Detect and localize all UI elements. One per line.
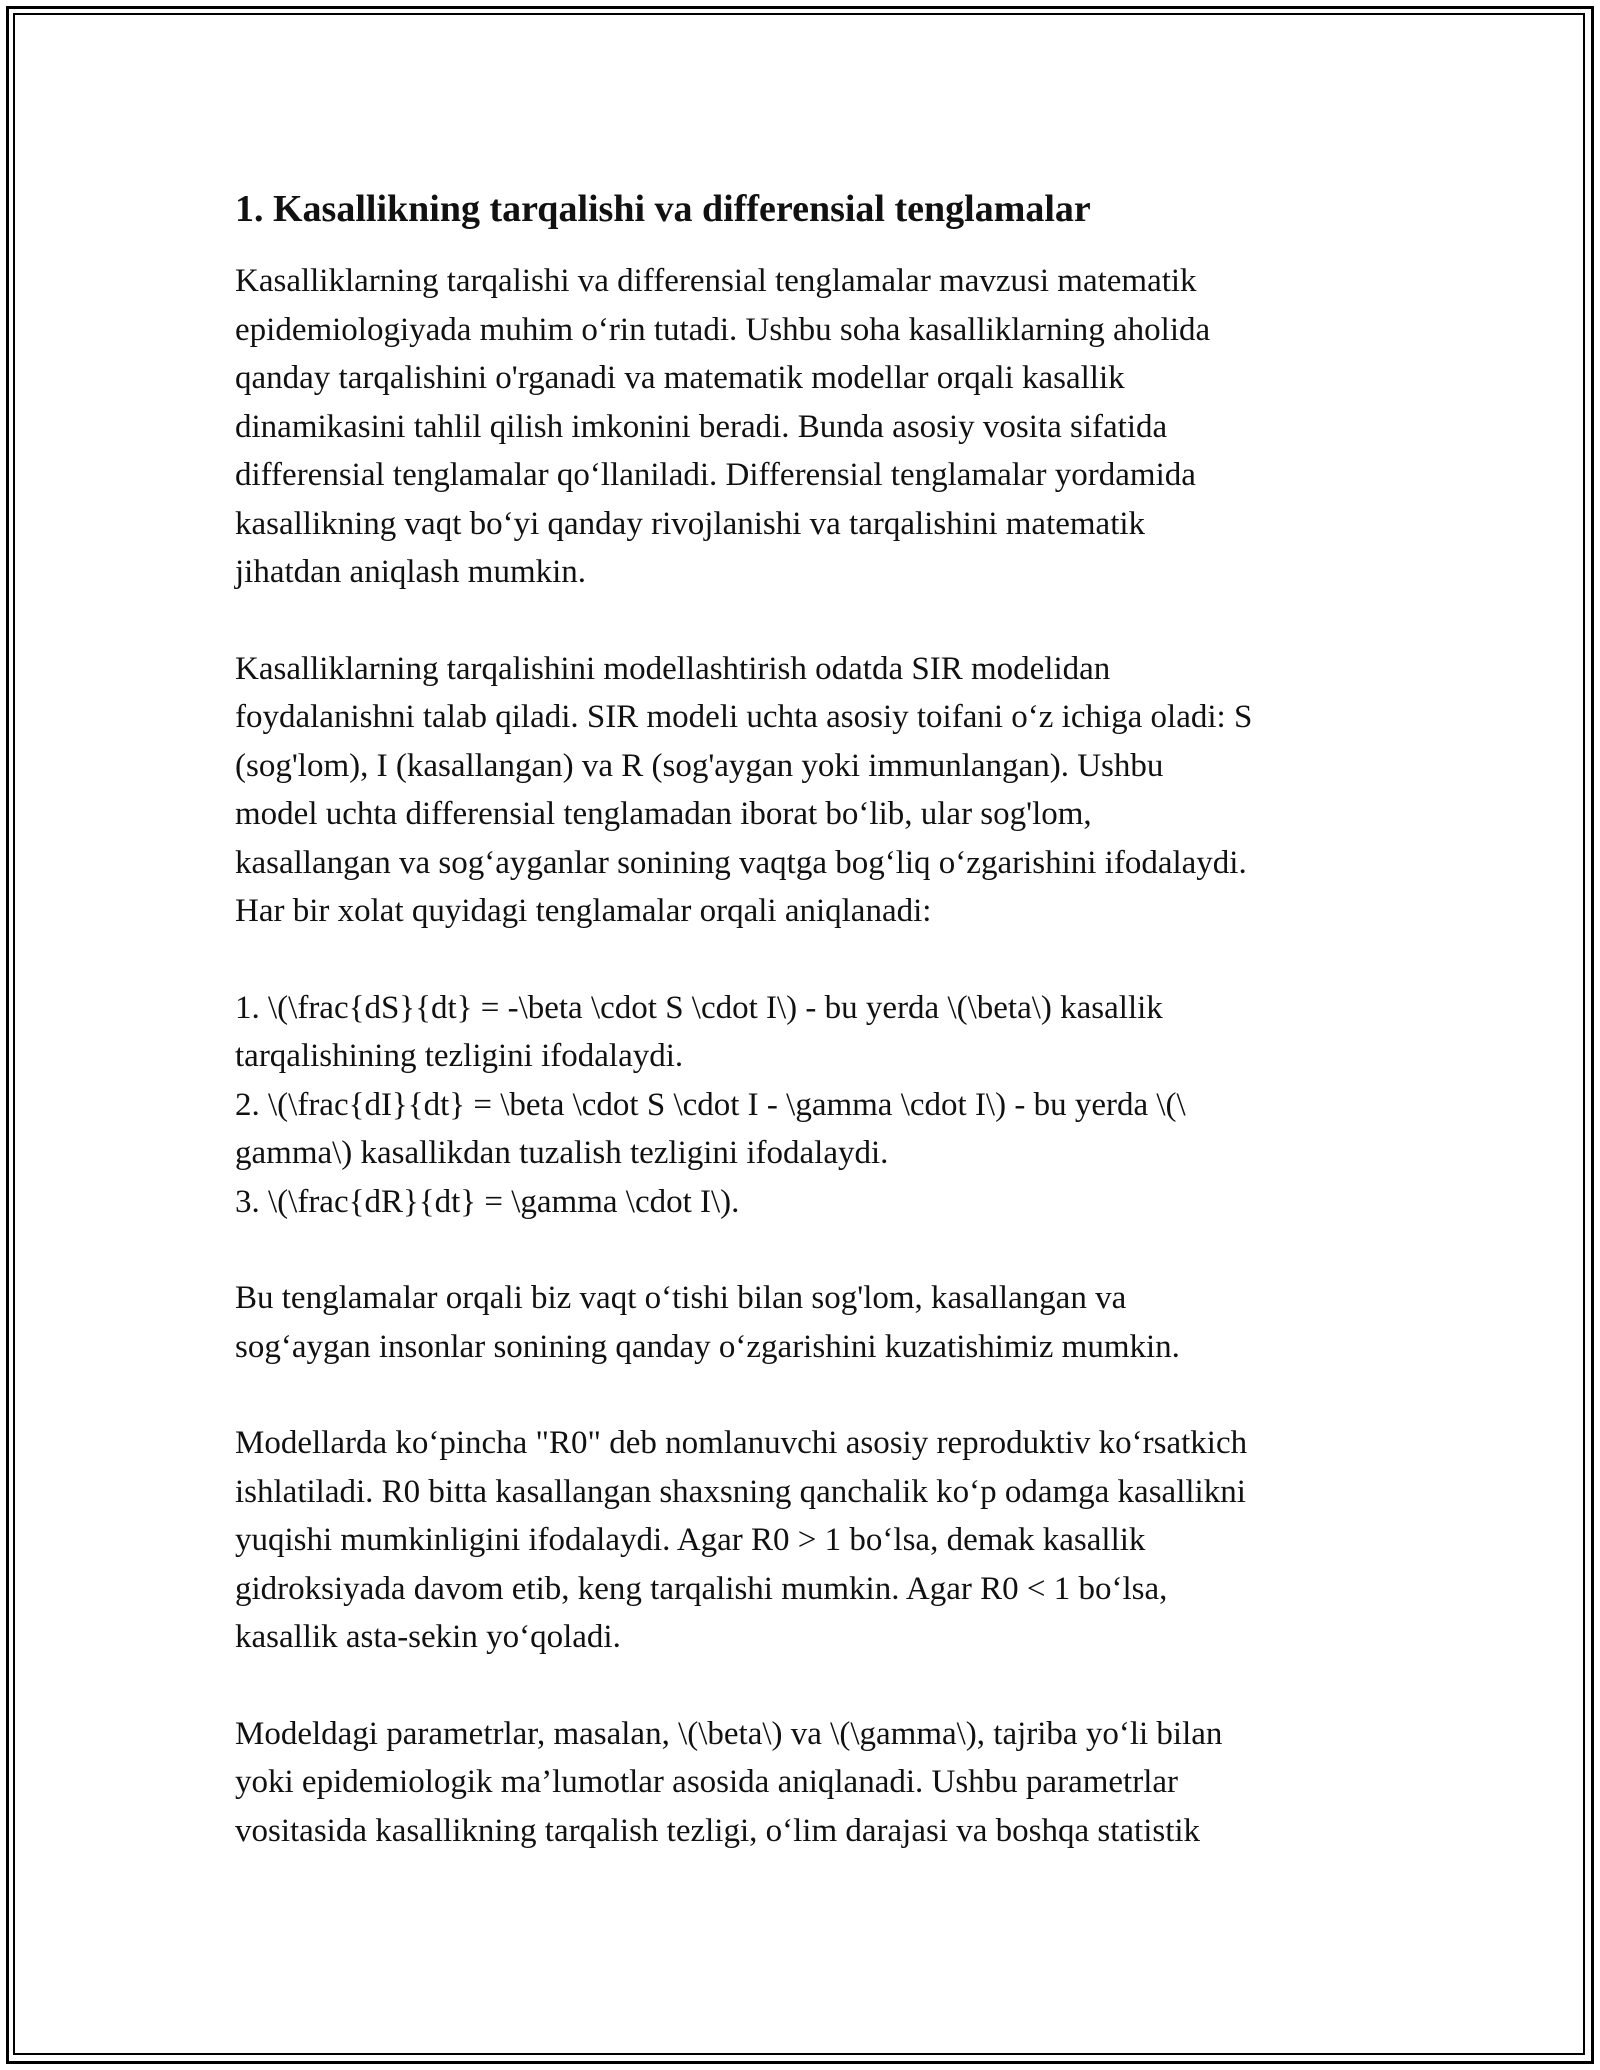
paragraph-r0: Modellarda ko‘pincha "R0" deb nomlanuvchi asosiy reproduktiv ko‘rsatkich ishlatiladi. R0 bitta kasallangan shaxsning qanchalik ko‘p odamga kasallikni yuqishi mumkinligini ifodalaydi. Agar R0 > 1 bo‘lsa, demak kasallik gidroksiyada davom etib, keng tarqalishi mumkin. Agar R0 < 1 bo‘lsa, kasallik asta-sekin yo‘qoladi.	[235, 1425, 1248, 1655]
paragraph-equations: 1. \(\frac{dS}{dt} = -\beta \cdot S \cdot I\) - bu yerda \(\beta\) kasallik tarqalishining tezligini ifodalaydi. 2. \(\frac{dI}{dt} = \beta \cdot S \cdot I - \gamma \cdot I\) - bu yerda \(\ gamma\) kasallikdan tuzalish tezligini ifodalaydi. 3. \(\frac{dR}{dt} = \gamma \cdot I\).	[235, 989, 1186, 1220]
document-body	[235, 185, 1380, 1903]
section-heading: 1. Kasallikning tarqalishi va differensial tenglamalar	[235, 188, 1091, 230]
paragraph-intro: Kasalliklarning tarqalishi va differensial tenglamalar mavzusi matematik epidemiologiyada muhim o‘rin tutadi. Ushbu soha kasalliklarning aholida qanday tarqalishini o'rganadi va matematik modellar orqali kasallik dinamikasini tahlil qilish imkonini beradi. Bunda asosiy vosita sifatida differensial tenglamalar qo‘llaniladi. Differensial tenglamalar yordamida kasallikning vaqt bo‘yi qanday rivojlanishi va tarqalishini matematik jihatdan aniqlash mumkin.	[235, 263, 1211, 590]
paragraph-sir-model: Kasalliklarning tarqalishini modellashtirish odatda SIR modelidan foydalanishni talab qiladi. SIR modeli uchta asosiy toifani o‘z ichiga oladi: S (sog'lom), I (kasallangan) va R (sog'aygan yoki immunlangan). Ushbu model uchta differensial tenglamadan iborat bo‘lib, ular sog'lom, kasallangan va sog‘ayganlar sonining vaqtga bog‘liq o‘zgarishini ifodalaydi. Har bir xolat quyidagi tenglamalar orqali aniqlanadi:	[235, 650, 1253, 929]
paragraph-observation: Bu tenglamalar orqali biz vaqt o‘tishi bilan sog'lom, kasallangan va sog‘aygan insonlar sonining qanday o‘zgarishini kuzatishimiz mumkin.	[235, 1280, 1180, 1365]
paragraph-parameters: Modeldagi parametrlar, masalan, \(\beta\) va \(\gamma\), tajriba yo‘li bilan yoki epidemiologik ma’lumotlar asosida aniqlanadi. Ushbu parametrlar vositasida kasallikning tarqalish tezligi, o‘lim darajasi va boshqa statistik	[235, 1715, 1223, 1849]
